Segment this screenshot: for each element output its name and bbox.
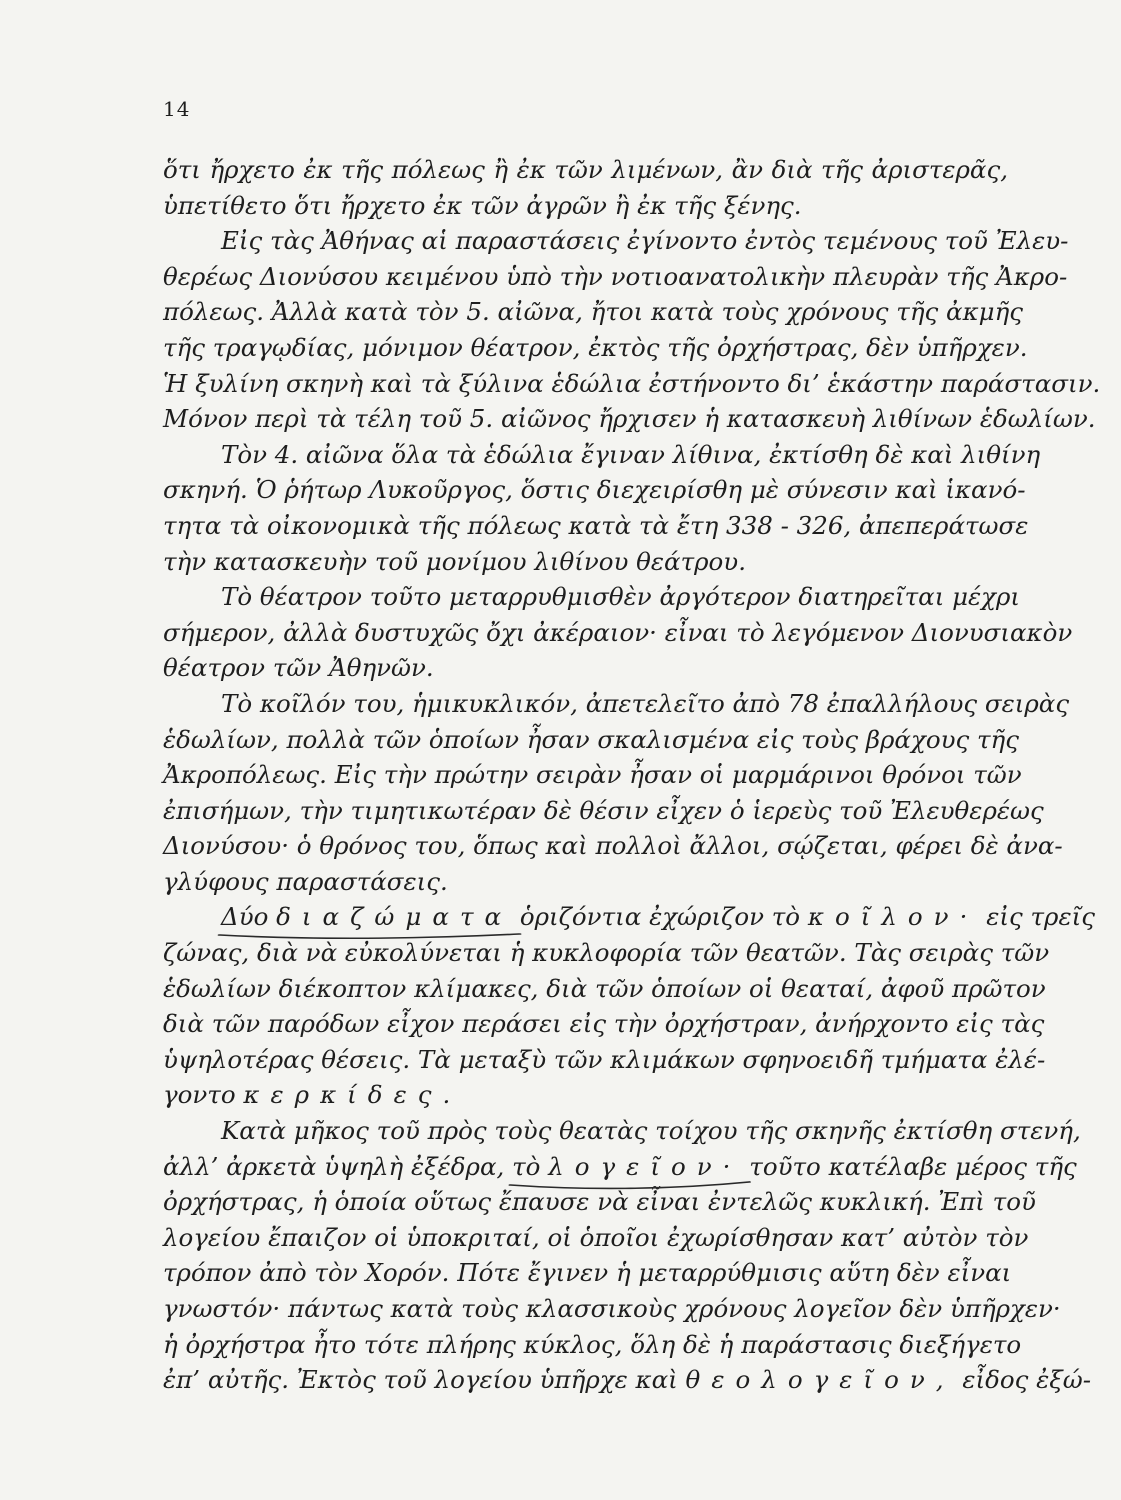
text-line — [163, 1077, 1008, 1113]
text-line: σήμερον, ἀλλὰ δυστυχῶς ὄχι ἀκέραιον· εἶναι τὸ λεγόμενον Διονυσιακὸν — [163, 617, 1073, 647]
spaced-term: λογεῖον· — [548, 1151, 742, 1181]
text-line: ὅτι ἤρχετο ἐκ τῆς πόλεως ἢ ἐκ τῶν λιμένων, ἂν διὰ τῆς ἀριστερᾶς, — [163, 155, 1008, 184]
text-line: πόλεως. Ἀλλὰ κατὰ τὸν 5. αἰῶνα, ἤτοι κατὰ τοὺς χρόνους τῆς ἀκμῆς — [163, 297, 1023, 327]
text-line: Εἰς τὰς Ἀθήνας αἱ παραστάσεις ἐγίνοντο ἐντὸς τεμένους τοῦ Ἐλευ- — [221, 226, 1069, 256]
text-line — [163, 1149, 1077, 1185]
text-fragment: εἶδος ἐξώ- — [962, 1365, 1092, 1395]
text-line: θέατρον τῶν Ἀθηνῶν. — [163, 653, 434, 683]
text-line: Διονύσου· ὁ θρόνος του, ὅπως καὶ πολλοὶ ἄλλοι, σῴζεται, φέρει δὲ ἀνα- — [163, 831, 1063, 861]
text-line: ὑψηλοτέρας θέσεις. Τὰ μεταξὺ τῶν κλιμάκων σφηνοειδῆ τμήματα ἐλέ- — [163, 1044, 1046, 1074]
page-number: 14 — [163, 97, 191, 121]
text-line: τρόπον ἀπὸ τὸν Χορόν. Πότε ἔγινεν ἡ μεταρρύθμισις αὕτη δὲν εἶναι — [163, 1258, 1012, 1288]
text-line: διὰ τῶν παρόδων εἶχον περάσει εἰς τὴν ὀρχήστραν, ἀνήρχοντο εἰς τὰς — [163, 1009, 1045, 1039]
text-line: ἑδωλίων διέκοπτον κλίμακες, διὰ τῶν ὁποίων οἱ θεαταί, ἀφοῦ πρῶτον — [163, 973, 1046, 1003]
text-line: γνωστόν· πάντως κατὰ τοὺς κλασσικοὺς χρόνους λογεῖον δὲν ὑπῆρχεν· — [163, 1294, 1061, 1323]
text-line: ἑδωλίων, πολλὰ τῶν ὁποίων ἦσαν σκαλισμένα εἰς τοὺς βράχους τῆς — [163, 724, 1019, 754]
text-line — [163, 1362, 1092, 1398]
text-line: σκηνή. Ὁ ῥήτωρ Λυκοῦργος, ὅστις διεχειρίσθη μὲ σύνεσιν καὶ ἱκανό- — [163, 475, 1026, 505]
hand-underline — [217, 930, 522, 944]
text-line: Ἡ ξυλίνη σκηνὴ καὶ τὰ ξύλινα ἑδώλια ἐστήνοντο δι’ ἑκάστην παράστασιν. — [163, 368, 1101, 398]
text-line: Ἀκροπόλεως. Εἰς τὴν πρώτην σειρὰν ἦσαν οἱ μαρμάρινοι θρόνοι τῶν — [163, 760, 1022, 790]
text-fragment: γοντο — [163, 1080, 236, 1110]
text-fragment: ἐπ’ αὐτῆς. Ἐκτὸς τοῦ λογείου ὑπῆρχε καὶ — [163, 1365, 678, 1395]
spaced-term: θεολογεῖον, — [685, 1365, 955, 1395]
text-fragment: Δύο — [221, 902, 269, 932]
text-line — [163, 899, 1095, 935]
text-line: θερέως Διονύσου κειμένου ὑπὸ τὴν νοτιοανατολικὴν πλευρὰν τῆς Ἀκρο- — [163, 261, 1068, 291]
text-line: ἡ ὀρχήστρα ἦτο τότε πλήρης κύκλος, ὅλη δὲ ἡ παράστασις διεξήγετο — [163, 1329, 1022, 1359]
hand-underline — [508, 1179, 751, 1193]
spaced-term: κερκίδες. — [243, 1080, 462, 1110]
text-line: τὴν κατασκευὴν τοῦ μονίμου λιθίνου θεάτρου. — [163, 546, 746, 576]
text-line: λογείου ἔπαιζον οἱ ὑποκριταί, οἱ ὁποῖοι ἐχωρίσθησαν κατ’ αὐτὸν τὸν — [163, 1222, 1029, 1252]
text-line: γλύφους παραστάσεις. — [163, 866, 448, 896]
text-line: Τὸ κοῖλόν του, ἡμικυκλικόν, ἀπετελεῖτο ἀπὸ 78 ἐπαλλήλους σειρὰς — [221, 688, 1070, 718]
text-fragment: ἀλλ’ ἀρκετὰ ὑψηλὴ ἐξέδρα, — [163, 1151, 505, 1181]
text-fragment: τοῦτο κατέλαβε μέρος τῆς — [749, 1151, 1077, 1181]
spaced-term: κοῖλον· — [807, 902, 979, 932]
text-line: ἐπισήμων, τὴν τιμητικωτέραν δὲ θέσιν εἶχεν ὁ ἱερεὺς τοῦ Ἐλευθερέως — [163, 795, 1044, 825]
text-line: ζώνας, διὰ νὰ εὐκολύνεται ἡ κυκλοφορία τῶν θεατῶν. Τὰς σειρὰς τῶν — [163, 938, 1050, 968]
text-line: Μόνον περὶ τὰ τέλη τοῦ 5. αἰῶνος ἤρχισεν ἡ κατασκευὴ λιθίνων ἑδωλίων. — [163, 404, 1096, 434]
text-fragment: τὸ — [512, 1151, 541, 1181]
text-line: τητα τὰ οἰκονομικὰ τῆς πόλεως κατὰ τὰ ἔτη 338 - 326, ἀπεπεράτωσε — [163, 510, 1029, 540]
underlined-phrase — [512, 1149, 741, 1185]
text-line: ὀρχήστρας, ἡ ὁποία οὕτως ἔπαυσε νὰ εἶναι ἐντελῶς κυκλική. Ἐπὶ τοῦ — [163, 1187, 1036, 1217]
text-line: Τὸν 4. αἰῶνα ὅλα τὰ ἑδώλια ἔγιναν λίθινα, ἐκτίσθη δὲ καὶ λιθίνη — [221, 439, 1041, 469]
spaced-term: διαζώματα — [276, 902, 513, 932]
body-text — [163, 152, 1101, 1398]
underlined-phrase — [221, 899, 512, 935]
text-line: Τὸ θέατρον τοῦτο μεταρρυθμισθὲν ἀργότερον διατηρεῖται μέχρι — [221, 582, 1021, 612]
text-line: τῆς τραγῳδίας, μόνιμον θέατρον, ἐκτὸς τῆς ὀρχήστρας, δὲν ὑπῆρχεν. — [163, 332, 1028, 362]
text-fragment: ὁριζόντια ἐχώριζον τὸ — [519, 902, 801, 932]
text-line: Κατὰ μῆκος τοῦ πρὸς τοὺς θεατὰς τοίχου τῆς σκηνῆς ἐκτίσθη στενή, — [221, 1116, 1081, 1146]
text-fragment: εἰς τρεῖς — [986, 902, 1095, 932]
text-line: ὑπετίθετο ὅτι ἤρχετο ἐκ τῶν ἀγρῶν ἢ ἐκ τῆς ξένης. — [163, 190, 802, 220]
